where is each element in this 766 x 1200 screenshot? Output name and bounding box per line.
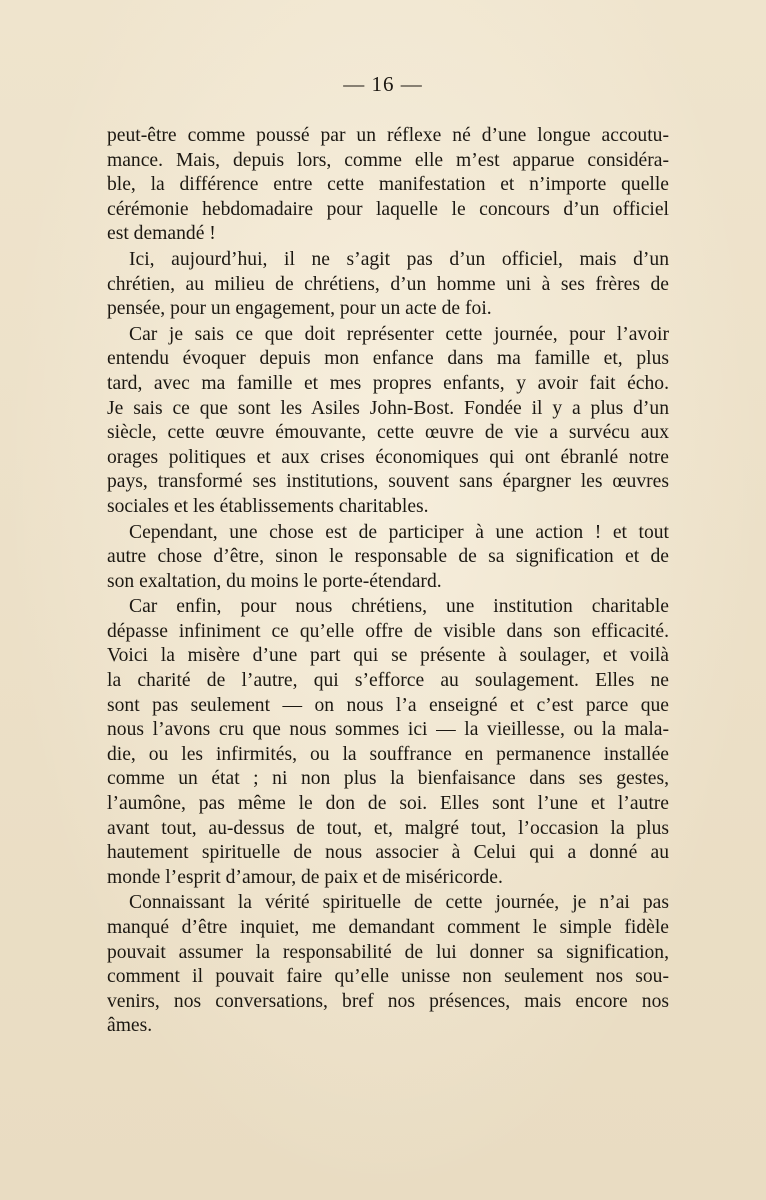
paragraph-3 [107,323,669,520]
text-line: peut-être comme poussé par un réflexe né d’une longue accoutu- [107,125,669,146]
paragraph-1 [107,124,669,247]
text-line: Connaissant la vérité spirituelle de cette journée, je n’ai pas [129,892,669,914]
paragraph-6 [107,891,669,1039]
text-line: sociales et les établissements charitables. [107,495,429,517]
text-line: son exaltation, du moins le porte-étendard. [107,570,442,592]
text-line: entendu évoquer depuis mon enfance dans ma famille et, plus [107,348,669,370]
text-line: pays, transformé ses institutions, souvent sans épargner les œuvres [107,471,669,493]
body-text [107,124,669,1039]
paragraph-5 [107,595,669,890]
text-line: la charité de l’autre, qui s’efforce au soulagement. Elles ne [107,670,669,692]
text-line: manqué d’être inquiet, me demandant comment le simple fidèle [107,917,669,938]
text-line: est demandé ! [107,223,216,245]
text-line: nous l’avons cru que nous sommes ici — la vieillesse, ou la mala- [107,719,669,741]
text-line: Car enfin, pour nous chrétiens, une institution charitable [129,596,669,618]
text-line: mance. Mais, depuis lors, comme elle m’est apparue considéra- [107,149,669,171]
text-line: hautement spirituelle de nous associer à Celui qui a donné au [107,842,669,864]
text-line: chrétien, au milieu de chrétiens, d’un homme uni à ses frères de [107,273,669,295]
text-line: avant tout, au-dessus de tout, et, malgré tout, l’occasion la plus [107,817,669,839]
text-line: monde l’esprit d’amour, de paix et de miséricorde. [107,866,503,888]
text-line: comment il pouvait faire qu’elle unisse non seulement nos sou- [107,966,669,988]
text-line: siècle, cette œuvre émouvante, cette œuvre de vie a survécu aux [107,422,669,444]
text-line: tard, avec ma famille et mes propres enfants, y avoir fait écho. [107,372,669,394]
text-line: Cependant, une chose est de participer à une action ! et tout [129,521,669,543]
text-line: Ici, aujourd’hui, il ne s’agit pas d’un officiel, mais d’un [129,248,669,270]
text-line: Je sais ce que sont les Asiles John-Bost. Fondée il y a plus d’un [107,397,669,419]
text-line: cérémonie hebdomadaire pour laquelle le concours d’un officiel [107,198,669,220]
text-line: âmes. [107,1015,153,1037]
text-line: l’aumône, pas même le don de soi. Elles sont l’une et l’autre [107,793,669,815]
text-line: Voici la misère d’une part qui se présente à soulager, et voilà [107,645,669,667]
text-line: pensée, pour un engagement, pour un acte de foi. [107,298,492,320]
paragraph-2 [107,248,669,322]
text-line: comme un état ; ni non plus la bienfaisance dans ses gestes, [107,768,669,790]
text-line: autre chose d’être, sinon le responsable de sa signification et de [107,546,669,568]
text-line: orages politiques et aux crises économiques qui ont ébranlé notre [107,446,669,468]
page-number: — 16 — [343,72,423,96]
text-line: die, ou les infirmités, ou la souffrance en permanence installée [107,743,669,765]
text-line: pouvait assumer la responsabilité de lui donner sa signification, [107,941,669,963]
paragraph-4 [107,521,669,595]
text-line: ble, la différence entre cette manifestation et n’importe quelle [107,174,669,196]
text-line: venirs, nos conversations, bref nos présences, mais encore nos [107,990,669,1012]
text-line: sont pas seulement — on nous l’a enseigné et c’est parce que [107,694,669,716]
text-line: Car je sais ce que doit représenter cette journée, pour l’avoir [129,323,669,345]
text-line: dépasse infiniment ce qu’elle offre de visible dans son efficacité. [107,620,669,642]
